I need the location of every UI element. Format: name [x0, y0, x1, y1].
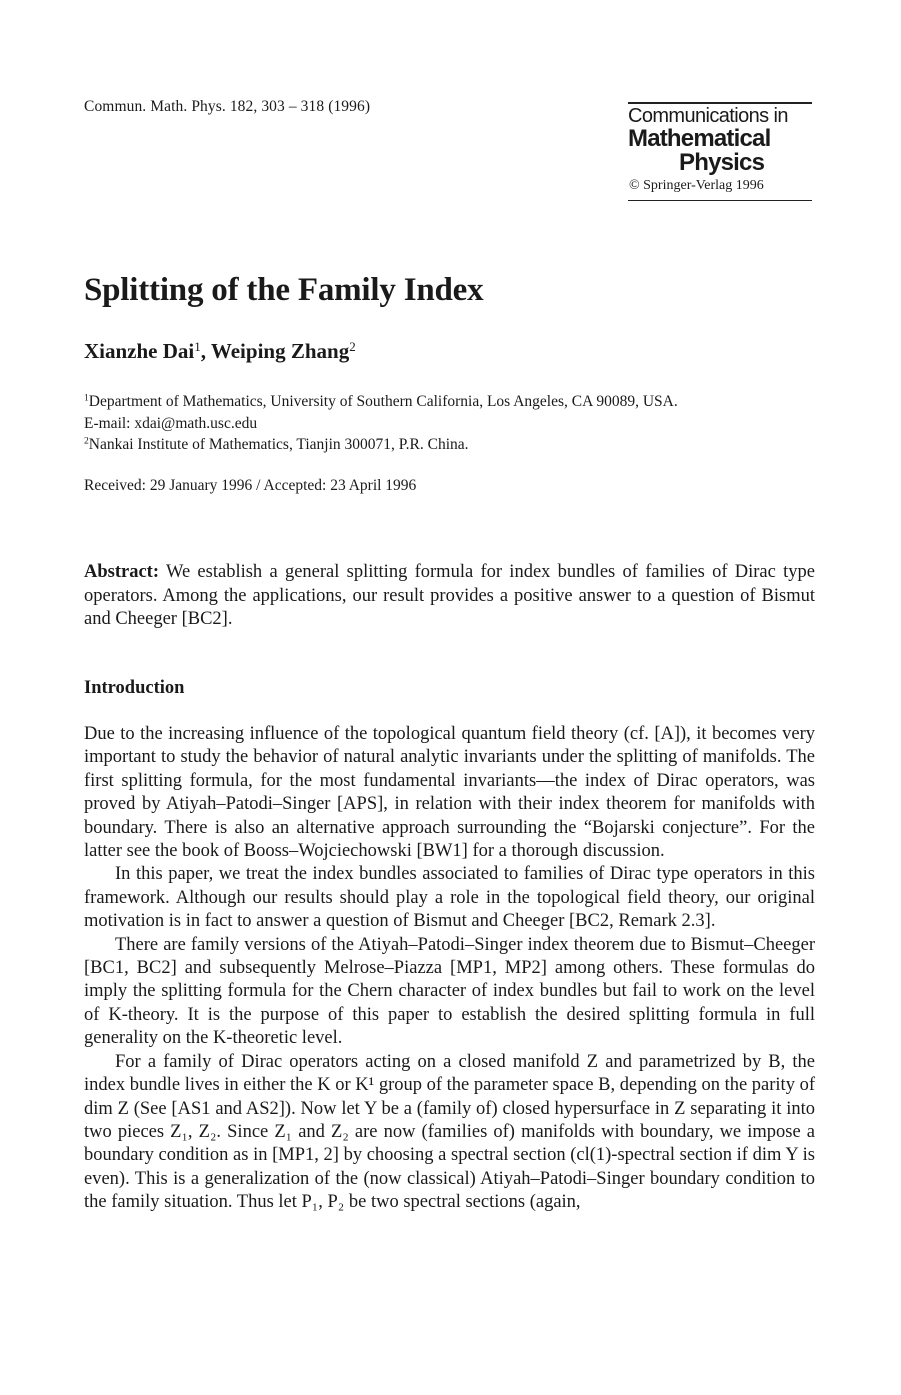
paragraph: In this paper, we treat the index bundles associated to families of Dirac type operators in this framework. Although our results should play a role in the topological field theory, our original motivation is in fact to answer a question of Bismut and Cheeger [BC2, Remark 2.3].	[84, 864, 815, 932]
author-mark: 2	[349, 338, 356, 354]
affiliation-mark: 2	[84, 435, 89, 447]
abstract	[84, 561, 815, 632]
affiliation-text: Department of Mathematics, University of Southern California, Los Angeles, CA 90089, USA.	[88, 393, 678, 410]
email: E-mail: xdai@math.usc.edu	[84, 414, 258, 432]
section-title: Introduction	[84, 678, 185, 698]
body-text	[84, 723, 815, 1215]
journal-name-line2: Mathematical	[628, 125, 771, 152]
abstract-label: Abstract:	[84, 562, 160, 582]
abstract-text: We establish a general splitting formula for index bundles of families of Dirac type operators. Among the applications, our result provides a positive answer to a question of Bismut and Cheeger [BC2].	[84, 562, 815, 629]
journal-name-line3: Physics	[679, 149, 765, 176]
affiliation-2	[84, 434, 814, 456]
paper-title: Splitting of the Family Index	[84, 272, 484, 308]
authors	[84, 339, 356, 364]
copyright: © Springer-Verlag 1996	[628, 175, 812, 201]
author-name: Xianzhe Dai	[84, 339, 195, 363]
paragraph: For a family of Dirac operators acting on a closed manifold Z and parametrized by B, the index bundle lives in either the K or K¹ group of the parameter space B, depending on the parity of dim Z (See [AS1 and AS2]). Now let Y be a (family of) closed hypersurface in Z separating it into two pieces Z₁, Z₂. Since Z₁ and Z₂ are now (families of) manifolds with boundary, we impose a boundary condition as in [MP1, 2] by choosing a spectral section (cl(1)-spectral section if dim Y is even). This is a generalization of the (now classical) Atiyah–Patodi–Singer boundary condition to the family situation. Thus let P₁, P₂ be two spectral sections (again,	[84, 1051, 815, 1213]
affiliation-text: Nankai Institute of Mathematics, Tianjin 300071, P.R. China.	[88, 436, 469, 453]
journal-logo	[628, 102, 812, 201]
affiliation-1	[84, 391, 814, 413]
citation: Commun. Math. Phys. 182, 303 – 318 (1996)	[84, 98, 371, 115]
received-dates: Received: 29 January 1996 / Accepted: 23 April 1996	[84, 477, 417, 494]
paragraph: Due to the increasing influence of the topological quantum field theory (cf. [A]), it becomes very important to study the behavior of natural analytic invariants under the splitting of manifolds. The first splitting formula, for the most fundamental invariants—the index of Dirac operators, was proved by Atiyah–Patodi–Singer [APS], in relation with their index theorem for manifolds with boundary. There is also an alternative approach surrounding the “Bojarski conjecture”. For the latter see the book of Booss–Wojciechowski [BW1] for a thorough discussion.	[84, 724, 815, 862]
author-name: Weiping Zhang	[210, 339, 350, 363]
affiliation-mark: 1	[84, 392, 89, 404]
affiliations	[84, 391, 814, 456]
journal-name-line1: Communications in	[628, 105, 788, 127]
author-mark: 1	[194, 338, 201, 354]
paragraph: There are family versions of the Atiyah–Patodi–Singer index theorem due to Bismut–Cheeger [BC1, BC2] and subsequently Melrose–Piazza [MP1, MP2] among others. These formulas do imply the splitting formula for the Chern character of index bundles but fail to work on the level of K-theory. It is the purpose of this paper to establish the desired splitting formula in full generality on the K-theoretic level.	[84, 934, 815, 1049]
author-separator: ,	[200, 339, 211, 363]
